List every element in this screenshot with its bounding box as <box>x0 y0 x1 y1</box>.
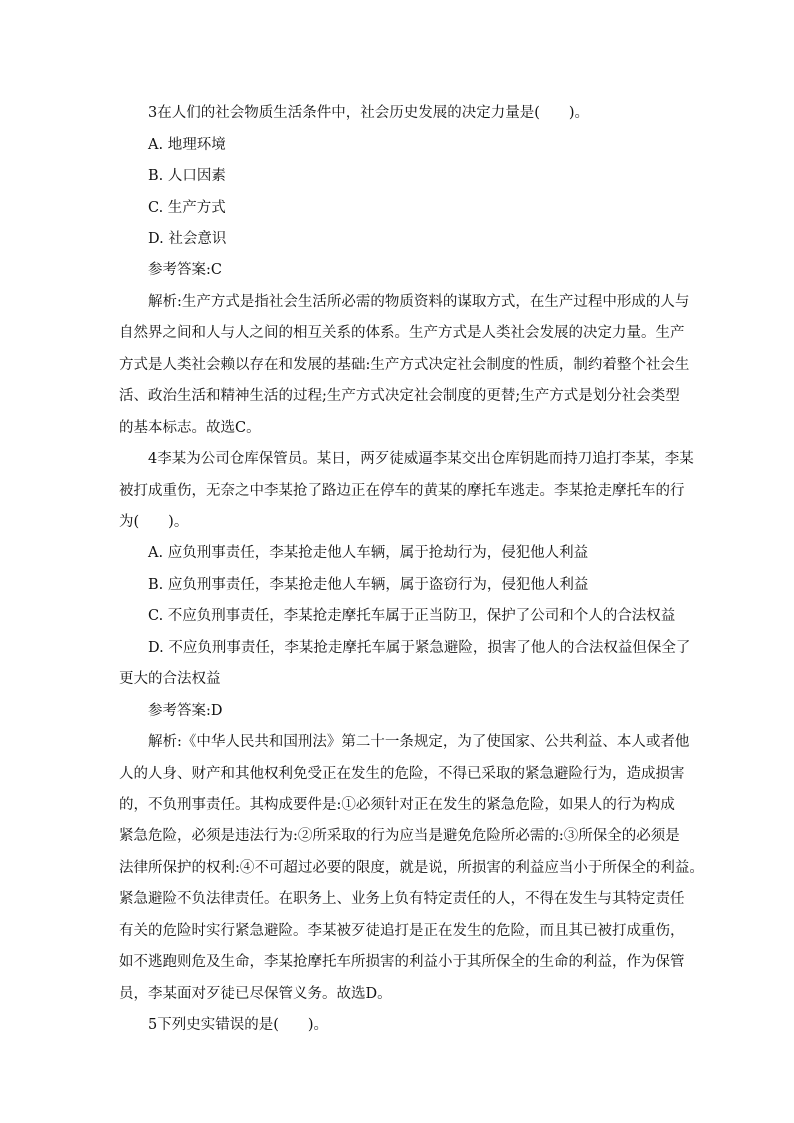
q3-stem: 3在人们的社会物质生活条件中，社会历史发展的决定力量是( )。 <box>148 105 590 121</box>
q4-analysis-line: 人的人身、财产和其他权利免受正在发生的危险，不得已采取的紧急避险行为，造成损害 <box>119 766 685 782</box>
q4-analysis-line: 解析:《中华人民共和国刑法》第二十一条规定，为了使国家、公共利益、本人或者他 <box>148 734 690 750</box>
q4-option-d-cont: 更大的合法权益 <box>119 671 221 687</box>
q4-analysis-line: 如不逃跑则危及生命，李某抢摩托车所损害的利益小于其所保全的生命的利益，作为保管 <box>119 954 685 970</box>
q3-analysis-line: 的基本标志。故选C。 <box>119 420 261 436</box>
q3-analysis-line: 自然界之间和人与人之间的相互关系的体系。生产方式是人类社会发展的决定力量。生产 <box>119 325 685 341</box>
q4-analysis-line: 紧急危险，必须是违法行为:②所采取的行为应当是避免危险所必需的:③所保全的必须是 <box>119 828 680 844</box>
q3-option-a: A. 地理环境 <box>148 137 226 153</box>
q3-analysis-line: 方式是人类社会赖以存在和发展的基础:生产方式决定社会制度的性质，制约着整个社会生 <box>119 357 690 373</box>
q5-stem: 5下列史实错误的是( )。 <box>148 1017 329 1033</box>
q4-option-c: C. 不应负刑事责任，李某抢走摩托车属于正当防卫，保护了公司和个人的合法权益 <box>148 608 676 624</box>
q4-stem-line: 被打成重伤，无奈之中李某抢了路边正在停车的黄某的摩托车逃走。李某抢走摩托车的行 <box>119 483 685 499</box>
q4-option-b: B. 应负刑事责任，李某抢走他人车辆，属于盗窃行为，侵犯他人利益 <box>148 577 589 593</box>
q4-stem-line: 为( )。 <box>119 514 189 530</box>
q4-analysis-line: 法律所保护的权利:④不可超过必要的限度，就是说，所损害的利益应当小于所保全的利益。 <box>119 860 704 876</box>
q4-stem-line: 4李某为公司仓库保管员。某日，两歹徒威逼李某交出仓库钥匙而持刀追打李某，李某 <box>148 451 694 467</box>
q4-analysis-line: 紧急避险不负法律责任。在职务上、业务上负有特定责任的人，不得在发生与其特定责任 <box>119 891 685 907</box>
q4-option-a: A. 应负刑事责任，李某抢走他人车辆，属于抢劫行为，侵犯他人利益 <box>148 545 589 561</box>
q3-option-c: C. 生产方式 <box>148 200 226 216</box>
q4-option-d: D. 不应负刑事责任，李某抢走摩托车属于紧急避险，损害了他人的合法权益但保全了 <box>148 640 691 656</box>
q3-analysis-line: 解析:生产方式是指社会生活所必需的物质资料的谋取方式，在生产过程中形成的人与 <box>148 294 690 310</box>
q3-option-b: B. 人口因素 <box>148 168 226 184</box>
q4-analysis-line: 员，李某面对歹徒已尽保管义务。故选D。 <box>119 986 392 1002</box>
q3-option-d: D. 社会意识 <box>148 231 227 247</box>
q4-answer: 参考答案:D <box>148 703 223 719</box>
q3-analysis-line: 活、政治生活和精神生活的过程;生产方式决定社会制度的更替;生产方式是划分社会类型 <box>119 388 680 404</box>
q3-answer: 参考答案:C <box>148 262 222 278</box>
q4-analysis-line: 有关的危险时实行紧急避险。李某被歹徒追打是正在发生的危险，而且其已被打成重伤， <box>119 923 685 939</box>
q4-analysis-line: 的，不负刑事责任。其构成要件是:①必须针对正在发生的紧急危险，如果人的行为构成 <box>119 797 675 813</box>
